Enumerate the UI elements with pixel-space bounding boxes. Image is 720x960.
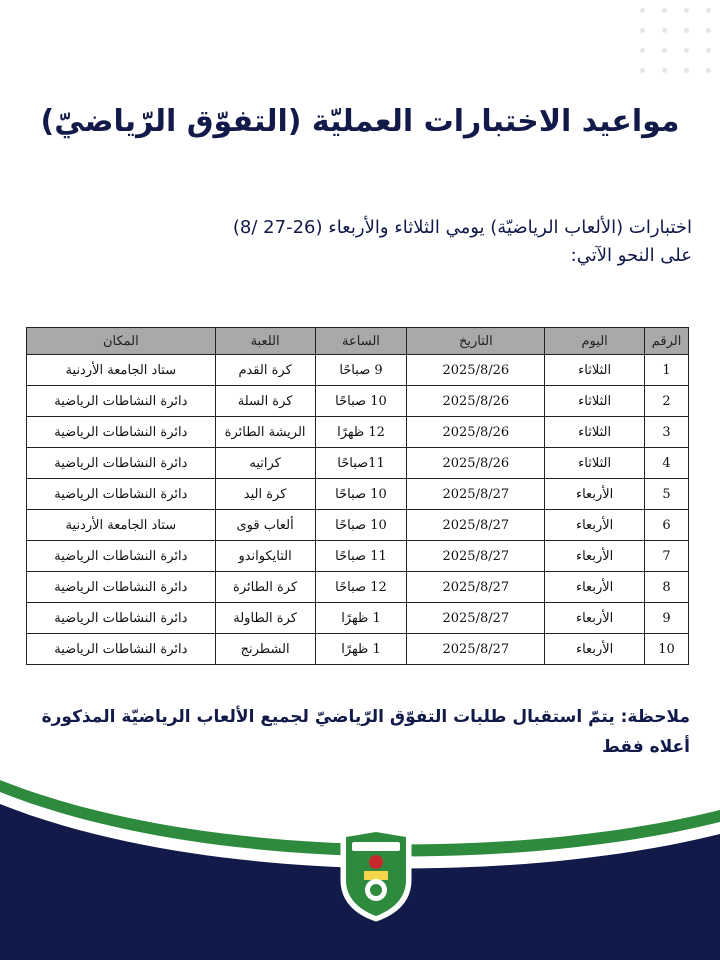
cell-number: 5: [645, 479, 689, 510]
cell-date: 2025/8/27: [407, 603, 545, 634]
cell-location: دائرة النشاطات الرياضية: [27, 603, 216, 634]
table-row: [27, 386, 689, 417]
cell-sport: كراتيه: [215, 448, 315, 479]
cell-date: 2025/8/27: [407, 510, 545, 541]
header-location: المكان: [27, 328, 216, 355]
decorative-dot: [706, 8, 711, 13]
decorative-dot: [662, 48, 667, 53]
cell-date: 2025/8/27: [407, 572, 545, 603]
cell-time: 9 صباحًا: [315, 355, 407, 386]
cell-location: دائرة النشاطات الرياضية: [27, 417, 216, 448]
table-row: [27, 572, 689, 603]
note-line-2: أعلاه فقط: [602, 737, 690, 757]
decorative-dot: [640, 28, 645, 33]
cell-date: 2025/8/26: [407, 417, 545, 448]
cell-sport: ألعاب قوى: [215, 510, 315, 541]
decorative-dot: [640, 48, 645, 53]
cell-number: 1: [645, 355, 689, 386]
cell-number: 4: [645, 448, 689, 479]
cell-number: 7: [645, 541, 689, 572]
cell-sport: الريشة الطائرة: [215, 417, 315, 448]
decorative-dot: [640, 68, 645, 73]
intro-text: [52, 214, 692, 270]
cell-location: دائرة النشاطات الرياضية: [27, 479, 216, 510]
cell-sport: الشطرنج: [215, 634, 315, 665]
cell-day: الأربعاء: [545, 510, 645, 541]
decorative-dot: [684, 28, 689, 33]
note-line-1: ملاحظة: يتمّ استقبال طلبات التفوّق الرّياضيّ لجميع الألعاب الرياضيّة المذكورة: [41, 707, 690, 727]
decorative-dot: [706, 28, 711, 33]
cell-number: 10: [645, 634, 689, 665]
table-row: [27, 355, 689, 386]
table-row: [27, 417, 689, 448]
cell-date: 2025/8/26: [407, 448, 545, 479]
decorative-dot: [640, 8, 645, 13]
cell-time: 11 صباحًا: [315, 541, 407, 572]
decorative-dot: [662, 68, 667, 73]
cell-number: 6: [645, 510, 689, 541]
cell-time: 11صباحًا: [315, 448, 407, 479]
table-row: [27, 479, 689, 510]
cell-time: 1 ظهرًا: [315, 634, 407, 665]
table-header-row: [27, 328, 689, 355]
cell-day: الأربعاء: [545, 572, 645, 603]
table-row: [27, 541, 689, 572]
decorative-dot: [684, 8, 689, 13]
cell-sport: كرة الطاولة: [215, 603, 315, 634]
cell-time: 10 صباحًا: [315, 510, 407, 541]
cell-location: دائرة النشاطات الرياضية: [27, 572, 216, 603]
cell-time: 12 صباحًا: [315, 572, 407, 603]
cell-day: الأربعاء: [545, 541, 645, 572]
header-day: اليوم: [545, 328, 645, 355]
table-row: [27, 510, 689, 541]
decorative-dot: [662, 8, 667, 13]
decorative-dot: [662, 28, 667, 33]
cell-location: ستاد الجامعة الأردنية: [27, 355, 216, 386]
cell-sport: كرة القدم: [215, 355, 315, 386]
header-time: الساعة: [315, 328, 407, 355]
cell-time: 10 صباحًا: [315, 479, 407, 510]
schedule-table: [26, 327, 689, 665]
cell-date: 2025/8/27: [407, 541, 545, 572]
note-text: [30, 702, 690, 762]
cell-day: الأربعاء: [545, 479, 645, 510]
cell-time: 12 ظهرًا: [315, 417, 407, 448]
cell-date: 2025/8/27: [407, 479, 545, 510]
cell-day: الثلاثاء: [545, 386, 645, 417]
cell-day: الأربعاء: [545, 603, 645, 634]
table-row: [27, 448, 689, 479]
cell-time: 10 صباحًا: [315, 386, 407, 417]
cell-location: دائرة النشاطات الرياضية: [27, 634, 216, 665]
decorative-dot: [706, 48, 711, 53]
header-date: التاريخ: [407, 328, 545, 355]
header-sport: اللعبة: [215, 328, 315, 355]
decorative-dot: [684, 68, 689, 73]
cell-location: دائرة النشاطات الرياضية: [27, 541, 216, 572]
cell-number: 2: [645, 386, 689, 417]
cell-sport: كرة السلة: [215, 386, 315, 417]
cell-sport: كرة الطائرة: [215, 572, 315, 603]
cell-day: الثلاثاء: [545, 355, 645, 386]
cell-number: 9: [645, 603, 689, 634]
header-number: الرقم: [645, 328, 689, 355]
table-row: [27, 603, 689, 634]
cell-number: 3: [645, 417, 689, 448]
university-shield-logo: [338, 826, 414, 922]
cell-number: 8: [645, 572, 689, 603]
cell-location: ستاد الجامعة الأردنية: [27, 510, 216, 541]
decorative-dot: [706, 68, 711, 73]
cell-location: دائرة النشاطات الرياضية: [27, 448, 216, 479]
cell-date: 2025/8/26: [407, 386, 545, 417]
cell-time: 1 ظهرًا: [315, 603, 407, 634]
table-row: [27, 634, 689, 665]
cell-date: 2025/8/27: [407, 634, 545, 665]
cell-date: 2025/8/26: [407, 355, 545, 386]
decorative-dot: [684, 48, 689, 53]
cell-location: دائرة النشاطات الرياضية: [27, 386, 216, 417]
decorative-dots: [620, 0, 720, 90]
intro-line-2: على النحو الآتي:: [570, 245, 692, 266]
page-title: مواعيد الاختبارات العمليّة (التفوّق الرّياضيّ): [40, 104, 680, 139]
cell-sport: كرة اليد: [215, 479, 315, 510]
cell-sport: التايكواندو: [215, 541, 315, 572]
intro-line-1: اختبارات (الألعاب الرياضيّة) يومي الثلاثاء والأربعاء (26-27 /8): [232, 217, 692, 238]
cell-day: الثلاثاء: [545, 417, 645, 448]
cell-day: الثلاثاء: [545, 448, 645, 479]
cell-day: الأربعاء: [545, 634, 645, 665]
